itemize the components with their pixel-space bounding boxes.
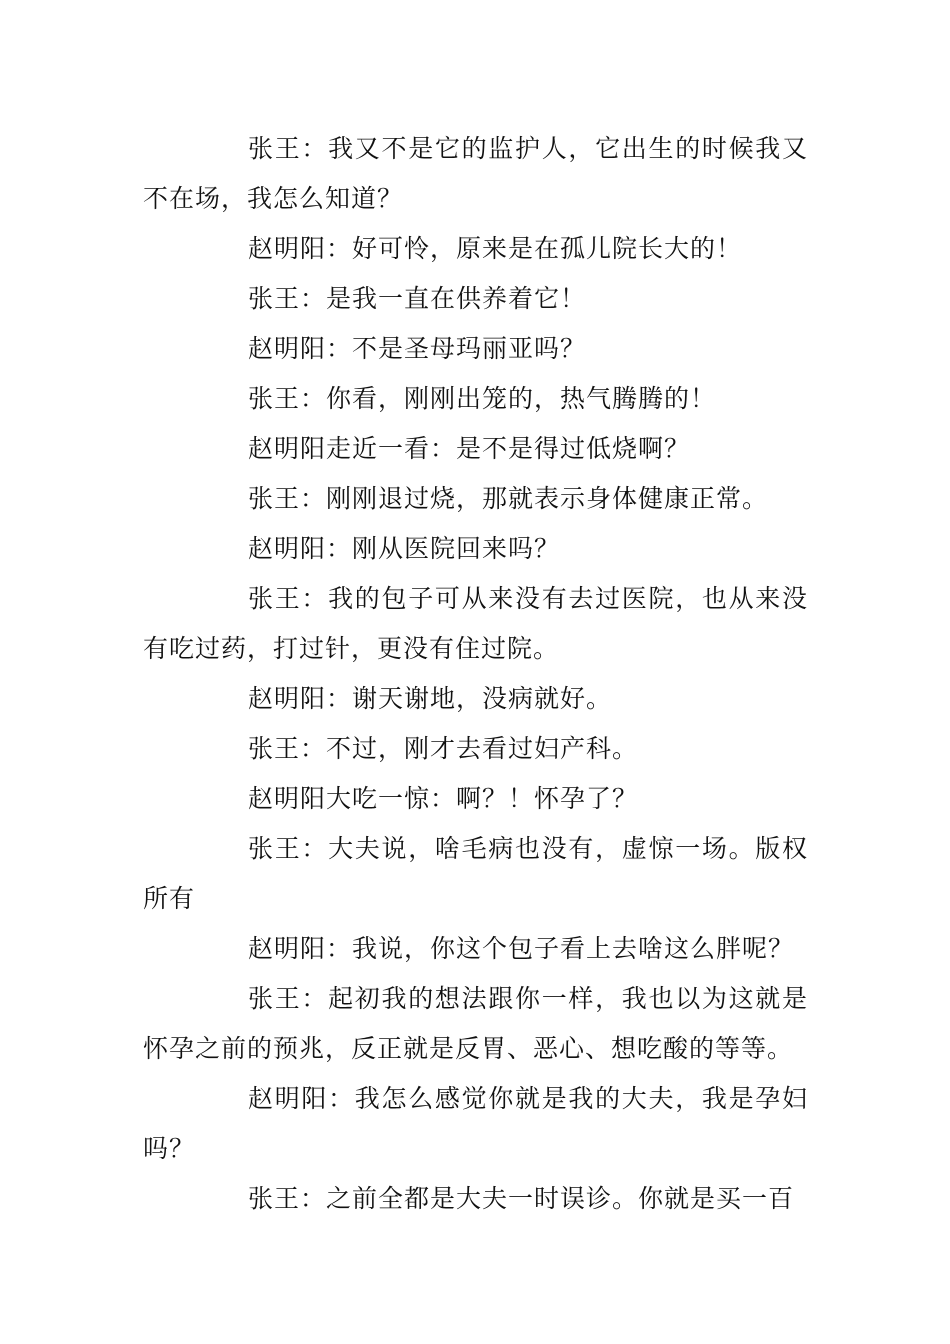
paragraph-16: 赵明阳：我怎么感觉你就是我的大夫，我是孕妇吗？	[143, 1084, 808, 1163]
paragraph-12: 赵明阳大吃一惊：啊？！怀孕了？	[248, 784, 639, 813]
paragraph-13: 张王：大夫说，啥毛病也没有，虚惊一场。版权所有	[143, 834, 808, 913]
paragraph-6: 赵明阳走近一看：是不是得过低烧啊？	[248, 434, 691, 463]
paragraph-5: 张王：你看，刚刚出笼的，热气腾腾的！	[248, 384, 717, 413]
paragraph-15: 张王：起初我的想法跟你一样，我也以为这就是怀孕之前的预兆，反正就是反胃、恶心、想吃酸的等等。	[143, 984, 808, 1063]
paragraph-4: 赵明阳：不是圣母玛丽亚吗？	[248, 334, 587, 363]
paragraph-14: 赵明阳：我说，你这个包子看上去啥这么胖呢？	[248, 934, 795, 963]
paragraph-8: 赵明阳：刚从医院回来吗？	[248, 534, 561, 563]
paragraph-7: 张王：刚刚退过烧，那就表示身体健康正常。	[248, 484, 769, 513]
paragraph-1: 张王：我又不是它的监护人，它出生的时候我又不在场，我怎么知道？	[143, 134, 808, 213]
document-body	[143, 124, 808, 1224]
paragraph-11: 张王：不过，刚才去看过妇产科。	[248, 734, 639, 763]
paragraph-10: 赵明阳：谢天谢地，没病就好。	[248, 684, 613, 713]
paragraph-17: 张王：之前全都是大夫一时误诊。你就是买一百	[248, 1184, 795, 1213]
paragraph-2: 赵明阳：好可怜，原来是在孤儿院长大的！	[248, 234, 743, 263]
paragraph-3: 张王：是我一直在供养着它！	[248, 284, 587, 313]
paragraph-9: 张王：我的包子可从来没有去过医院，也从来没有吃过药，打过针，更没有住过院。	[143, 584, 808, 663]
